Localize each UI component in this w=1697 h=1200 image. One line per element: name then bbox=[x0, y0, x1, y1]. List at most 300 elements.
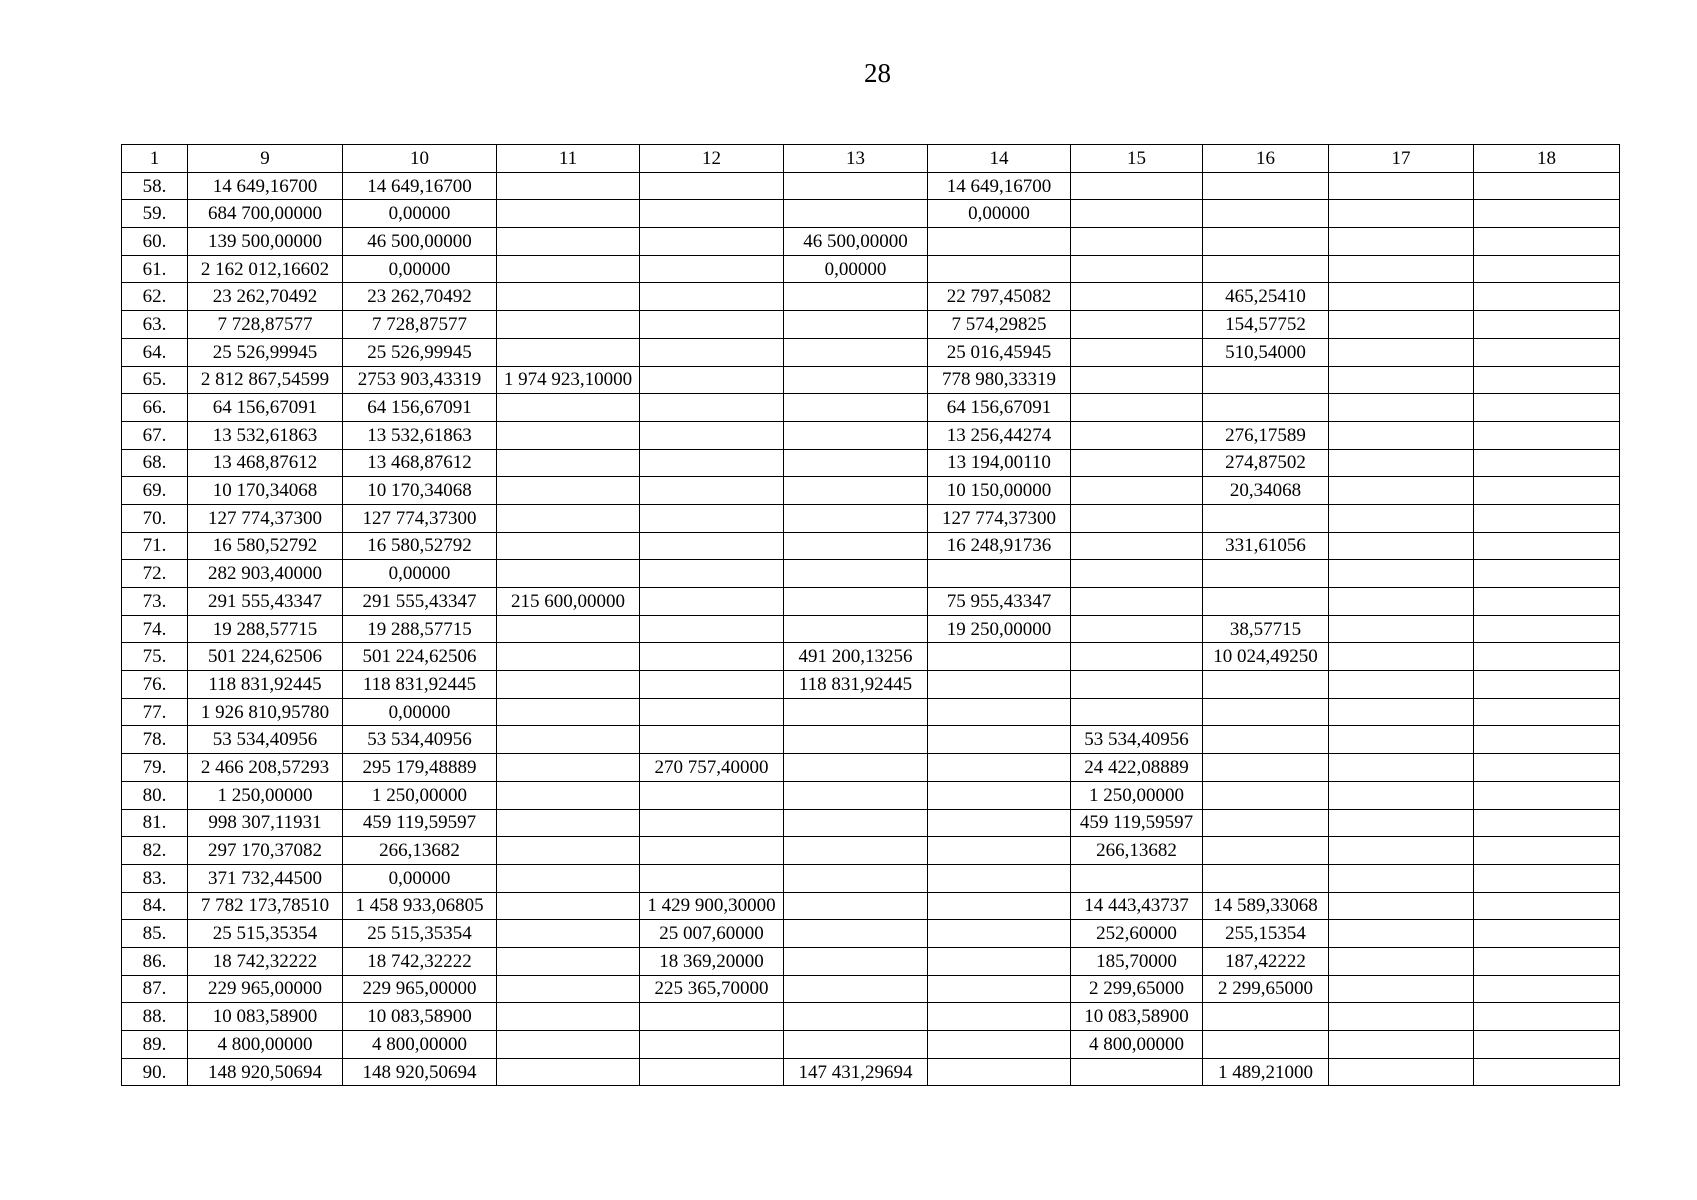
table-cell bbox=[784, 172, 928, 200]
table-cell bbox=[1071, 449, 1203, 477]
table-cell: 0,00000 bbox=[343, 200, 497, 228]
table-cell bbox=[1474, 560, 1620, 588]
table-cell bbox=[1474, 200, 1620, 228]
table-cell: 491 200,13256 bbox=[784, 643, 928, 671]
table-cell: 147 431,29694 bbox=[784, 1058, 928, 1086]
table-cell bbox=[1474, 1058, 1620, 1086]
table-cell: 0,00000 bbox=[928, 200, 1071, 228]
table-cell bbox=[640, 532, 784, 560]
table-cell bbox=[497, 283, 640, 311]
table-row bbox=[122, 975, 1620, 1003]
row-number-cell: 83. bbox=[122, 864, 188, 892]
table-cell bbox=[1329, 781, 1474, 809]
table-cell: 75 955,43347 bbox=[928, 588, 1071, 616]
table-cell: 19 288,57715 bbox=[343, 615, 497, 643]
table-cell bbox=[1474, 1031, 1620, 1059]
table-cell bbox=[1474, 892, 1620, 920]
table-cell bbox=[1071, 532, 1203, 560]
table-cell bbox=[1329, 477, 1474, 505]
table-cell: 0,00000 bbox=[343, 864, 497, 892]
table-row bbox=[122, 920, 1620, 948]
table-cell bbox=[1329, 754, 1474, 782]
table-cell bbox=[784, 615, 928, 643]
table-cell: 53 534,40956 bbox=[1071, 726, 1203, 754]
table-cell: 684 700,00000 bbox=[188, 200, 343, 228]
table-cell bbox=[1474, 255, 1620, 283]
table-cell bbox=[1474, 311, 1620, 339]
table-cell bbox=[1203, 754, 1329, 782]
table-cell: 127 774,37300 bbox=[188, 504, 343, 532]
table-cell: 14 589,33068 bbox=[1203, 892, 1329, 920]
table-cell bbox=[1203, 809, 1329, 837]
table-cell bbox=[1329, 1003, 1474, 1031]
table-cell: 291 555,43347 bbox=[188, 588, 343, 616]
column-header: 15 bbox=[1071, 145, 1203, 173]
table-cell bbox=[640, 560, 784, 588]
table-cell bbox=[1329, 809, 1474, 837]
table-cell bbox=[497, 947, 640, 975]
table-cell: 1 489,21000 bbox=[1203, 1058, 1329, 1086]
table-cell bbox=[784, 588, 928, 616]
table-cell bbox=[1329, 255, 1474, 283]
table-cell bbox=[497, 200, 640, 228]
table-cell bbox=[497, 920, 640, 948]
table-cell bbox=[1329, 837, 1474, 865]
table-cell: 148 920,50694 bbox=[343, 1058, 497, 1086]
table-cell bbox=[928, 1031, 1071, 1059]
row-number-cell: 74. bbox=[122, 615, 188, 643]
table-cell bbox=[784, 532, 928, 560]
table-cell bbox=[928, 754, 1071, 782]
table-row bbox=[122, 837, 1620, 865]
table-cell bbox=[928, 726, 1071, 754]
table-cell: 18 742,32222 bbox=[188, 947, 343, 975]
table-cell: 64 156,67091 bbox=[928, 394, 1071, 422]
table-cell: 7 574,29825 bbox=[928, 311, 1071, 339]
table-cell bbox=[1329, 504, 1474, 532]
table-cell bbox=[497, 311, 640, 339]
table-row bbox=[122, 698, 1620, 726]
table-cell bbox=[1329, 228, 1474, 256]
table-cell: 501 224,62506 bbox=[188, 643, 343, 671]
row-number-cell: 71. bbox=[122, 532, 188, 560]
table-cell bbox=[1329, 394, 1474, 422]
table-cell: 215 600,00000 bbox=[497, 588, 640, 616]
table-cell: 778 980,33319 bbox=[928, 366, 1071, 394]
table-cell: 139 500,00000 bbox=[188, 228, 343, 256]
table-cell bbox=[928, 947, 1071, 975]
table-cell bbox=[1203, 588, 1329, 616]
table-cell: 4 800,00000 bbox=[188, 1031, 343, 1059]
table-cell bbox=[928, 643, 1071, 671]
table-cell bbox=[640, 698, 784, 726]
table-cell bbox=[784, 394, 928, 422]
table-cell bbox=[640, 643, 784, 671]
table-cell: 16 248,91736 bbox=[928, 532, 1071, 560]
table-cell bbox=[497, 421, 640, 449]
table-cell bbox=[497, 615, 640, 643]
table-cell: 185,70000 bbox=[1071, 947, 1203, 975]
table-cell bbox=[1474, 421, 1620, 449]
table-cell bbox=[1071, 698, 1203, 726]
table-cell bbox=[497, 892, 640, 920]
table-body bbox=[122, 172, 1620, 1086]
table-cell bbox=[928, 781, 1071, 809]
table-cell bbox=[1203, 671, 1329, 699]
table-cell: 7 728,87577 bbox=[343, 311, 497, 339]
table-cell bbox=[640, 1031, 784, 1059]
table-cell: 46 500,00000 bbox=[343, 228, 497, 256]
table-cell bbox=[1474, 837, 1620, 865]
table-cell bbox=[1203, 366, 1329, 394]
table-cell bbox=[1071, 643, 1203, 671]
table-cell bbox=[1203, 228, 1329, 256]
table-cell bbox=[1474, 228, 1620, 256]
table-cell bbox=[1474, 920, 1620, 948]
table-cell bbox=[1329, 615, 1474, 643]
table-cell bbox=[1203, 255, 1329, 283]
table-cell: 2 466 208,57293 bbox=[188, 754, 343, 782]
table-cell bbox=[1329, 366, 1474, 394]
table-cell bbox=[1203, 698, 1329, 726]
table-row bbox=[122, 228, 1620, 256]
table-cell: 459 119,59597 bbox=[343, 809, 497, 837]
table-cell: 510,54000 bbox=[1203, 338, 1329, 366]
column-header: 13 bbox=[784, 145, 928, 173]
table-cell bbox=[1071, 477, 1203, 505]
table-cell: 118 831,92445 bbox=[188, 671, 343, 699]
table-cell bbox=[928, 1058, 1071, 1086]
table-cell bbox=[784, 560, 928, 588]
table-cell bbox=[1203, 781, 1329, 809]
table-cell: 25 526,99945 bbox=[188, 338, 343, 366]
table-row bbox=[122, 311, 1620, 339]
row-number-cell: 59. bbox=[122, 200, 188, 228]
table-cell bbox=[1071, 588, 1203, 616]
table-cell: 46 500,00000 bbox=[784, 228, 928, 256]
table-cell bbox=[784, 809, 928, 837]
table-cell bbox=[1071, 1058, 1203, 1086]
table-cell bbox=[497, 338, 640, 366]
row-number-cell: 79. bbox=[122, 754, 188, 782]
table-cell: 10 150,00000 bbox=[928, 477, 1071, 505]
table-cell: 18 742,32222 bbox=[343, 947, 497, 975]
table-cell bbox=[1474, 532, 1620, 560]
table-cell bbox=[1071, 864, 1203, 892]
table-cell bbox=[784, 920, 928, 948]
table-cell bbox=[1329, 726, 1474, 754]
table-cell: 16 580,52792 bbox=[188, 532, 343, 560]
table-cell: 291 555,43347 bbox=[343, 588, 497, 616]
table-cell: 7 782 173,78510 bbox=[188, 892, 343, 920]
row-number-cell: 64. bbox=[122, 338, 188, 366]
table-cell bbox=[784, 698, 928, 726]
table-cell bbox=[784, 726, 928, 754]
row-number-cell: 86. bbox=[122, 947, 188, 975]
table-cell bbox=[928, 864, 1071, 892]
table-cell bbox=[1474, 615, 1620, 643]
table-cell: 276,17589 bbox=[1203, 421, 1329, 449]
table-cell bbox=[1071, 394, 1203, 422]
table-cell: 0,00000 bbox=[784, 255, 928, 283]
row-number-cell: 90. bbox=[122, 1058, 188, 1086]
table-cell: 13 194,00110 bbox=[928, 449, 1071, 477]
table-cell bbox=[640, 394, 784, 422]
table-cell bbox=[784, 504, 928, 532]
table-cell: 53 534,40956 bbox=[343, 726, 497, 754]
table-cell bbox=[928, 892, 1071, 920]
table-cell bbox=[928, 698, 1071, 726]
table-row bbox=[122, 255, 1620, 283]
data-table bbox=[121, 144, 1620, 1086]
table-row bbox=[122, 477, 1620, 505]
table-row bbox=[122, 1031, 1620, 1059]
table-row bbox=[122, 892, 1620, 920]
table-cell bbox=[1071, 311, 1203, 339]
table-cell bbox=[928, 228, 1071, 256]
table-cell: 1 250,00000 bbox=[343, 781, 497, 809]
table-cell: 14 649,16700 bbox=[928, 172, 1071, 200]
row-number-cell: 88. bbox=[122, 1003, 188, 1031]
table-cell: 16 580,52792 bbox=[343, 532, 497, 560]
row-number-cell: 69. bbox=[122, 477, 188, 505]
table-cell: 297 170,37082 bbox=[188, 837, 343, 865]
table-cell: 64 156,67091 bbox=[188, 394, 343, 422]
table-cell bbox=[640, 366, 784, 394]
table-cell: 53 534,40956 bbox=[188, 726, 343, 754]
table-cell bbox=[497, 394, 640, 422]
header-row bbox=[122, 145, 1620, 173]
table-cell bbox=[928, 975, 1071, 1003]
table-cell bbox=[640, 504, 784, 532]
row-number-cell: 81. bbox=[122, 809, 188, 837]
table-cell bbox=[497, 809, 640, 837]
table-cell bbox=[1474, 449, 1620, 477]
table-cell bbox=[928, 560, 1071, 588]
row-number-cell: 65. bbox=[122, 366, 188, 394]
table-row bbox=[122, 421, 1620, 449]
table-cell bbox=[1329, 338, 1474, 366]
table-row bbox=[122, 366, 1620, 394]
table-cell bbox=[928, 837, 1071, 865]
table-cell: 229 965,00000 bbox=[343, 975, 497, 1003]
table-cell: 465,25410 bbox=[1203, 283, 1329, 311]
table-cell: 187,42222 bbox=[1203, 947, 1329, 975]
table-row bbox=[122, 809, 1620, 837]
table-cell: 19 250,00000 bbox=[928, 615, 1071, 643]
table-cell: 252,60000 bbox=[1071, 920, 1203, 948]
table-cell: 0,00000 bbox=[343, 560, 497, 588]
table-cell: 10 083,58900 bbox=[1071, 1003, 1203, 1031]
table-cell: 1 974 923,10000 bbox=[497, 366, 640, 394]
table-cell bbox=[1329, 283, 1474, 311]
column-header: 9 bbox=[188, 145, 343, 173]
table-cell bbox=[497, 532, 640, 560]
table-cell bbox=[497, 1031, 640, 1059]
table-cell bbox=[640, 172, 784, 200]
row-number-cell: 61. bbox=[122, 255, 188, 283]
table-cell: 10 024,49250 bbox=[1203, 643, 1329, 671]
table-cell bbox=[1474, 754, 1620, 782]
table-cell bbox=[1203, 837, 1329, 865]
table-cell: 266,13682 bbox=[343, 837, 497, 865]
table-cell: 14 649,16700 bbox=[343, 172, 497, 200]
table-row bbox=[122, 864, 1620, 892]
table-cell: 23 262,70492 bbox=[188, 283, 343, 311]
table-cell: 64 156,67091 bbox=[343, 394, 497, 422]
column-header: 11 bbox=[497, 145, 640, 173]
table-cell bbox=[1474, 975, 1620, 1003]
table-cell bbox=[640, 283, 784, 311]
table-cell bbox=[497, 975, 640, 1003]
table-cell: 459 119,59597 bbox=[1071, 809, 1203, 837]
table-cell bbox=[640, 588, 784, 616]
table-cell bbox=[1329, 1031, 1474, 1059]
table-cell bbox=[1474, 283, 1620, 311]
table-cell bbox=[1071, 560, 1203, 588]
table-cell: 24 422,08889 bbox=[1071, 754, 1203, 782]
table-cell bbox=[784, 1003, 928, 1031]
table-row bbox=[122, 1058, 1620, 1086]
table-cell bbox=[1474, 366, 1620, 394]
table-cell bbox=[640, 200, 784, 228]
table-cell: 295 179,48889 bbox=[343, 754, 497, 782]
table-cell bbox=[1474, 504, 1620, 532]
table-cell bbox=[497, 643, 640, 671]
column-header: 18 bbox=[1474, 145, 1620, 173]
table-cell bbox=[784, 975, 928, 1003]
table-cell bbox=[1071, 671, 1203, 699]
table-cell bbox=[928, 920, 1071, 948]
row-number-cell: 68. bbox=[122, 449, 188, 477]
table-cell bbox=[1329, 588, 1474, 616]
table-cell: 25 515,35354 bbox=[343, 920, 497, 948]
table-cell bbox=[497, 1003, 640, 1031]
table-row bbox=[122, 726, 1620, 754]
table-cell bbox=[1071, 200, 1203, 228]
table-cell: 127 774,37300 bbox=[343, 504, 497, 532]
table-cell bbox=[640, 255, 784, 283]
table-cell bbox=[1474, 172, 1620, 200]
table-row bbox=[122, 560, 1620, 588]
table-cell: 14 443,43737 bbox=[1071, 892, 1203, 920]
table-cell bbox=[1474, 864, 1620, 892]
table-cell: 274,87502 bbox=[1203, 449, 1329, 477]
table-cell bbox=[1474, 671, 1620, 699]
table-cell bbox=[1203, 1003, 1329, 1031]
row-number-cell: 89. bbox=[122, 1031, 188, 1059]
table-cell bbox=[1329, 643, 1474, 671]
row-number-cell: 77. bbox=[122, 698, 188, 726]
table-cell bbox=[1329, 200, 1474, 228]
page-number: 28 bbox=[864, 58, 891, 88]
table-cell: 10 083,58900 bbox=[343, 1003, 497, 1031]
table-cell bbox=[1203, 172, 1329, 200]
table-cell: 25 526,99945 bbox=[343, 338, 497, 366]
table-row bbox=[122, 283, 1620, 311]
table-cell bbox=[1203, 394, 1329, 422]
table-cell bbox=[1203, 200, 1329, 228]
table-cell: 10 083,58900 bbox=[188, 1003, 343, 1031]
table-row bbox=[122, 200, 1620, 228]
table-cell bbox=[640, 809, 784, 837]
table-cell: 148 920,50694 bbox=[188, 1058, 343, 1086]
row-number-cell: 85. bbox=[122, 920, 188, 948]
row-number-cell: 62. bbox=[122, 283, 188, 311]
table-cell bbox=[784, 283, 928, 311]
table-cell bbox=[784, 449, 928, 477]
table-cell: 255,15354 bbox=[1203, 920, 1329, 948]
table-cell: 13 256,44274 bbox=[928, 421, 1071, 449]
table-cell bbox=[1071, 504, 1203, 532]
table-cell bbox=[784, 1031, 928, 1059]
table-cell: 7 728,87577 bbox=[188, 311, 343, 339]
table-cell: 2 812 867,54599 bbox=[188, 366, 343, 394]
table-cell bbox=[1071, 283, 1203, 311]
table-row bbox=[122, 615, 1620, 643]
table-cell: 4 800,00000 bbox=[1071, 1031, 1203, 1059]
table-cell: 25 007,60000 bbox=[640, 920, 784, 948]
table-cell: 282 903,40000 bbox=[188, 560, 343, 588]
table-cell bbox=[1071, 366, 1203, 394]
table-cell: 38,57715 bbox=[1203, 615, 1329, 643]
table-cell: 18 369,20000 bbox=[640, 947, 784, 975]
table-cell bbox=[640, 864, 784, 892]
table-cell: 229 965,00000 bbox=[188, 975, 343, 1003]
table-cell bbox=[1203, 560, 1329, 588]
table-cell bbox=[497, 837, 640, 865]
table-cell: 13 468,87612 bbox=[343, 449, 497, 477]
table-cell bbox=[1329, 975, 1474, 1003]
table-cell: 266,13682 bbox=[1071, 837, 1203, 865]
row-number-cell: 73. bbox=[122, 588, 188, 616]
row-number-cell: 80. bbox=[122, 781, 188, 809]
row-number-cell: 67. bbox=[122, 421, 188, 449]
table-cell bbox=[784, 477, 928, 505]
table-cell bbox=[1474, 477, 1620, 505]
table-cell bbox=[640, 1003, 784, 1031]
table-cell: 10 170,34068 bbox=[188, 477, 343, 505]
table-cell: 13 468,87612 bbox=[188, 449, 343, 477]
table-cell bbox=[1474, 1003, 1620, 1031]
table-cell bbox=[784, 837, 928, 865]
table-cell: 23 262,70492 bbox=[343, 283, 497, 311]
table-cell bbox=[1203, 726, 1329, 754]
table-cell bbox=[640, 726, 784, 754]
table-cell bbox=[1329, 421, 1474, 449]
table-cell bbox=[640, 338, 784, 366]
table-cell: 127 774,37300 bbox=[928, 504, 1071, 532]
table-cell bbox=[1329, 532, 1474, 560]
table-cell bbox=[928, 1003, 1071, 1031]
table-cell bbox=[497, 228, 640, 256]
row-number-cell: 84. bbox=[122, 892, 188, 920]
table-cell: 0,00000 bbox=[343, 698, 497, 726]
table-cell: 371 732,44500 bbox=[188, 864, 343, 892]
table-cell: 13 532,61863 bbox=[343, 421, 497, 449]
table-cell bbox=[640, 671, 784, 699]
table-cell bbox=[497, 449, 640, 477]
table-cell: 1 458 933,06805 bbox=[343, 892, 497, 920]
row-number-cell: 78. bbox=[122, 726, 188, 754]
table-cell: 501 224,62506 bbox=[343, 643, 497, 671]
table-cell bbox=[1474, 726, 1620, 754]
table-cell bbox=[1203, 504, 1329, 532]
table-cell bbox=[1203, 1031, 1329, 1059]
column-header: 17 bbox=[1329, 145, 1474, 173]
table-cell bbox=[1203, 864, 1329, 892]
table-cell: 1 250,00000 bbox=[188, 781, 343, 809]
